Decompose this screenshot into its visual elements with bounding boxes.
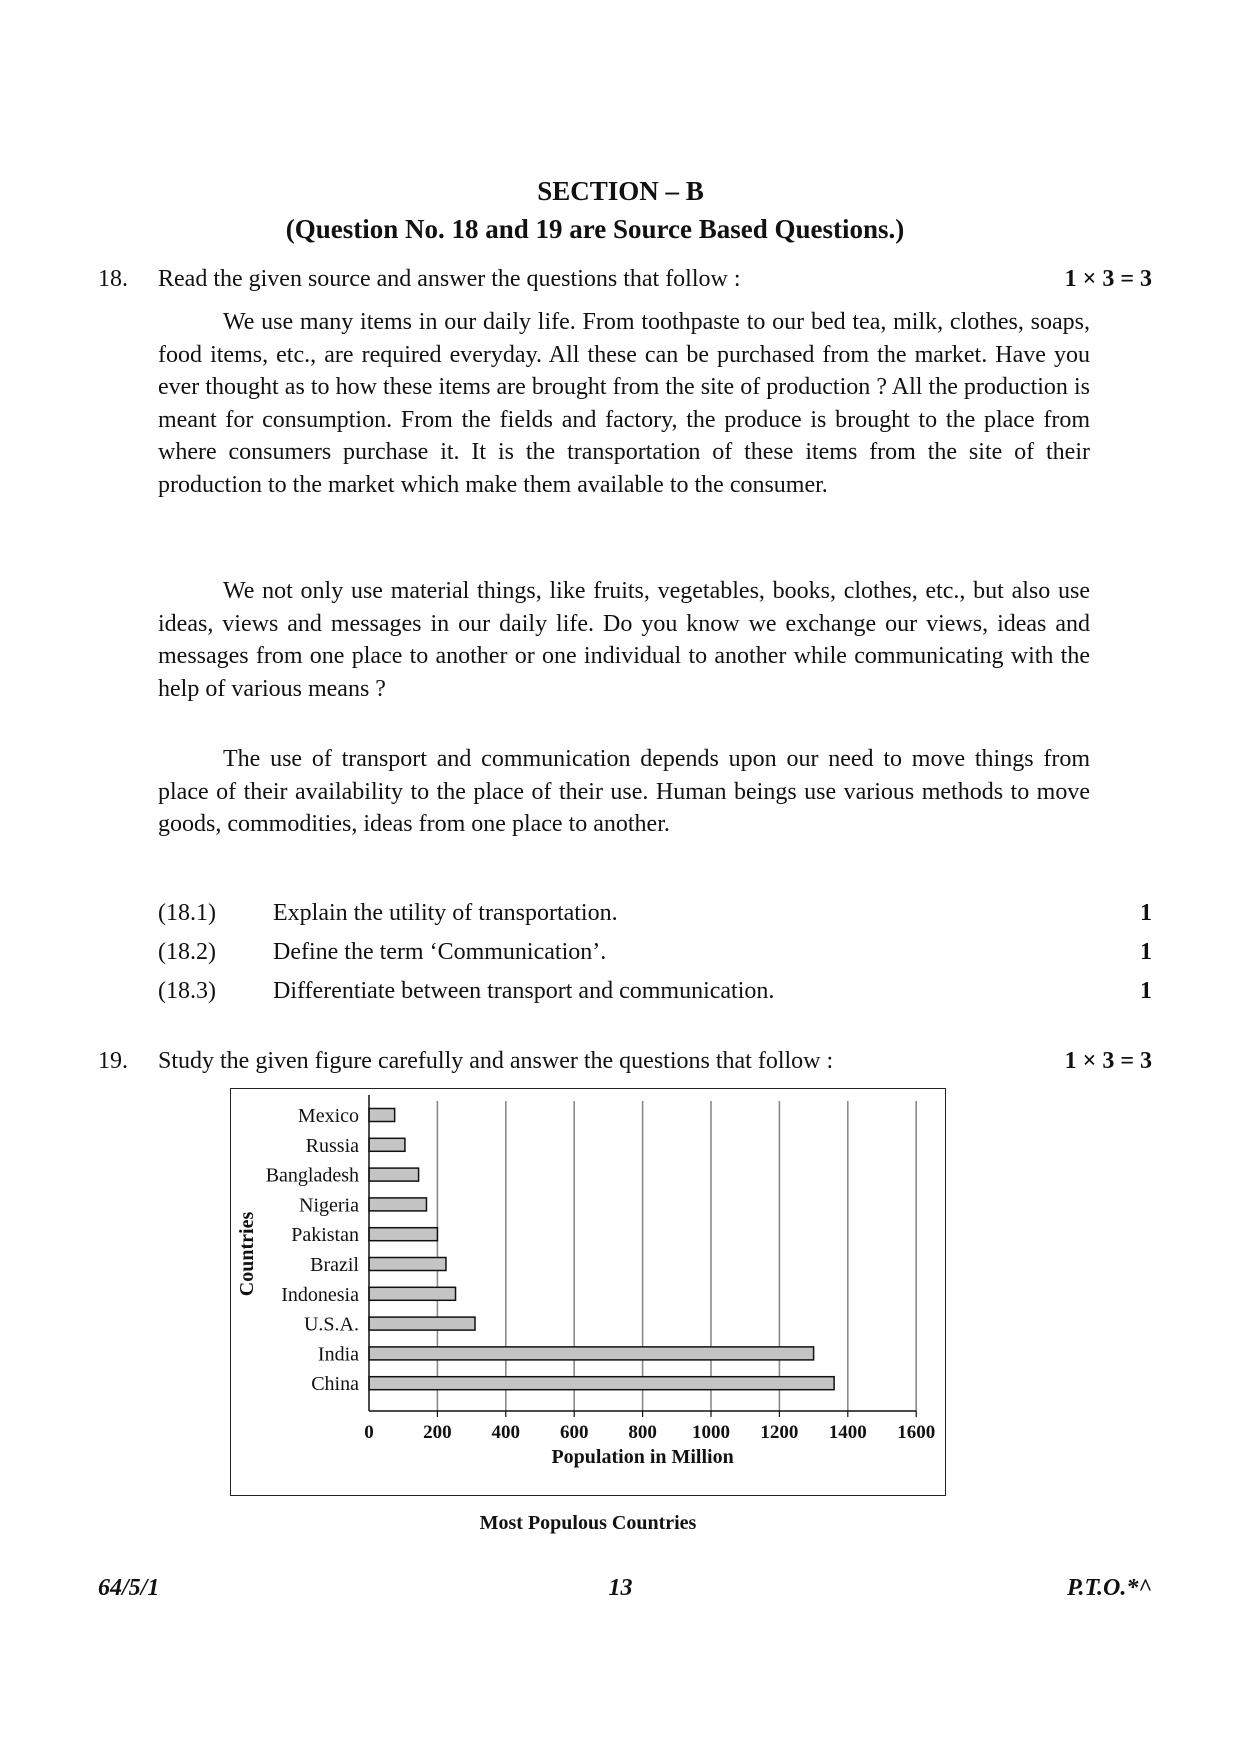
bar-nigeria [369,1198,426,1211]
category-label-nigeria: Nigeria [299,1194,359,1217]
y-axis-title: Countries [236,1211,258,1297]
category-label-china: China [311,1373,359,1396]
subquestion-18-3-mark: 1 [1140,978,1152,1004]
category-label-usa: U.S.A. [303,1313,359,1336]
question-19-number: 19. [98,1048,128,1074]
category-label-mexico: Mexico [297,1105,359,1127]
question-18-prompt: Read the given source and answer the questions that follow : [158,266,741,292]
subquestion-18-2-number: (18.2) [158,939,216,965]
bar-indonesia [369,1287,456,1300]
subquestion-18-3-number: (18.3) [158,978,216,1004]
question-18-number: 18. [98,266,128,292]
x-tick-label-1000: 1000 [692,1422,730,1443]
page-number: 13 [608,1575,633,1601]
bar-mexico [369,1109,395,1122]
category-label-brazil: Brazil [310,1254,359,1276]
question-19-prompt: Study the given figure carefully and answer the questions that follow : [158,1048,834,1074]
chart-frame [230,1088,946,1496]
source-paragraph-2: We not only use material things, like fruits, vegetables, books, clothes, etc., but also use ideas, views and messages in our daily life. Do you know we exchange our views, ideas and messages from one place to another or one individual to another while communicating with the help of various means ? [158,578,1090,702]
x-tick-label-400: 400 [491,1422,521,1443]
category-label-indonesia: Indonesia [281,1283,359,1306]
pto-marker: P.T.O.*^ [1066,1575,1152,1601]
x-tick-label-1400: 1400 [828,1422,867,1443]
bar-usa [369,1317,475,1330]
bar-pakistan [369,1228,437,1241]
bar-india [369,1347,814,1360]
bar-brazil [369,1258,446,1271]
x-tick-label-1200: 1200 [760,1422,799,1443]
subquestion-18-1-text: Explain the utility of transportation. [273,900,618,926]
subquestion-18-3-text: Differentiate between transport and communication. [273,978,775,1004]
category-label-russia: Russia [305,1134,359,1157]
source-paragraph-1: We use many items in our daily life. From toothpaste to our bed tea, milk, clothes, soaps, food items, etc., are required everyday. All these can be purchased from the market. Have you ever thought as to how these items are brought from the site of production ? All the production is meant for consumption. From the fields and factory, the produce is brought to the place from where consumers purchase it. It is the transportation of these items from the site of their production to the market which make them available to the consumer. [158,309,1090,498]
bar-russia [369,1138,405,1151]
question-19-marks: 1 × 3 = 3 [1064,1048,1152,1074]
source-paragraph-3: The use of transport and communication depends upon our need to move things from place of their availability to the place of their use. Human beings use various methods to move goods, commodities, ideas from one place to another. [158,746,1090,837]
category-label-india: India [317,1343,359,1366]
x-axis-title: Population in Million [551,1446,734,1468]
population-bar-chart [231,1089,944,1494]
subquestion-18-2-text: Define the term ‘Communication’. [273,939,607,965]
subquestion-18-2-mark: 1 [1140,939,1152,965]
subquestion-18-1-mark: 1 [1140,900,1152,926]
question-18-marks: 1 × 3 = 3 [1064,266,1152,292]
x-tick-label-200: 200 [423,1422,452,1443]
category-label-pakistan: Pakistan [291,1224,359,1247]
chart-title: Most Populous Countries [479,1512,697,1534]
subquestion-18-1-number: (18.1) [158,900,216,926]
x-tick-label-0: 0 [364,1422,374,1443]
section-title: SECTION – B [537,176,704,206]
section-subtitle: (Question No. 18 and 19 are Source Based Questions.) [285,214,905,244]
x-tick-label-800: 800 [628,1422,657,1443]
bar-china [369,1377,834,1390]
x-tick-label-1600: 1600 [897,1422,936,1443]
paper-code: 64/5/1 [98,1575,160,1601]
bar-bangladesh [369,1168,419,1181]
category-label-bangladesh: Bangladesh [265,1164,359,1187]
x-tick-label-600: 600 [559,1422,589,1443]
